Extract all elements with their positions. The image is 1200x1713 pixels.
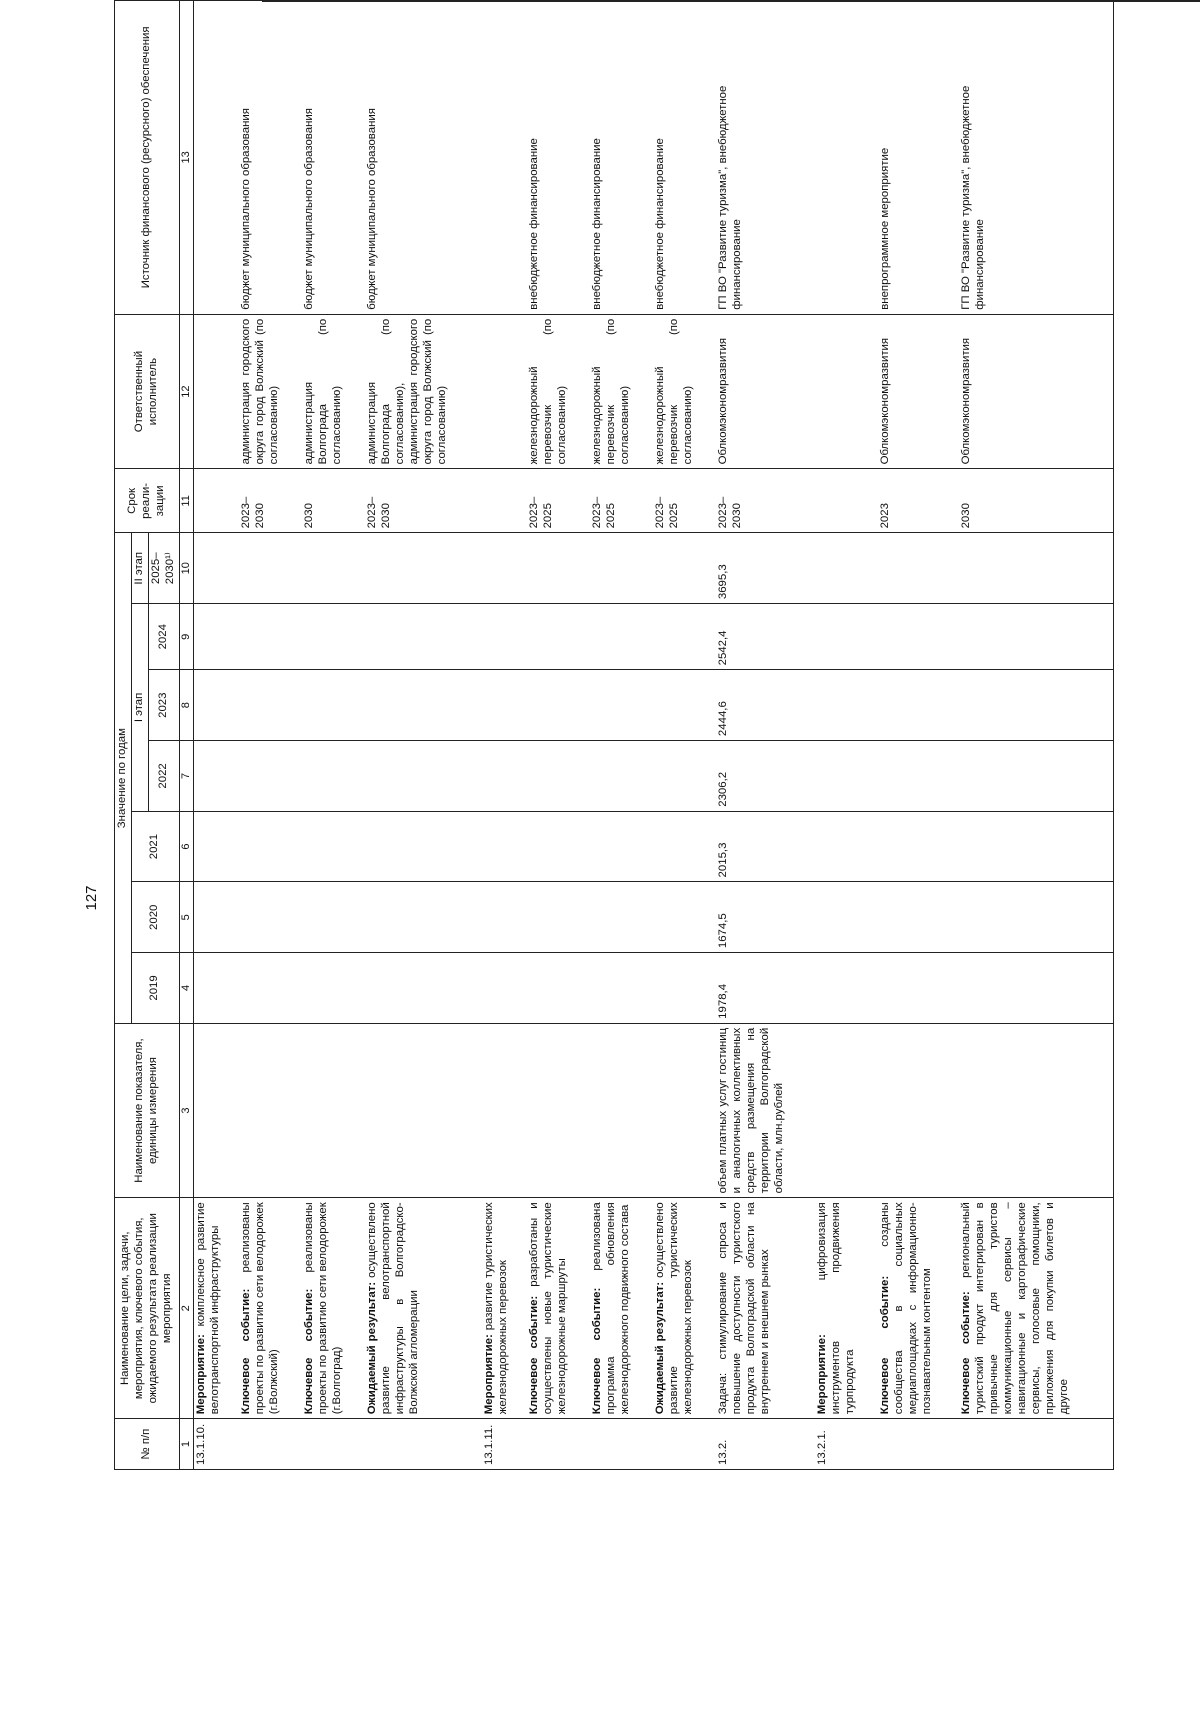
row-source <box>482 1 521 315</box>
column-number: 4 <box>179 953 193 1024</box>
row-source: бюджет муниципального образования <box>365 1 476 315</box>
row-text: реализованы проекты по развитию сети велодорожек (г.Волгоград) <box>303 1202 343 1415</box>
header-indicator: Наименование показателя, единицы измерения <box>115 1023 180 1198</box>
spacer-cell <box>1107 469 1114 533</box>
row-label: Ключевое событие: <box>240 1288 253 1415</box>
row-text: развитие туристических железнодорожных перевозок <box>483 1202 510 1415</box>
row-term: 2023–2025 <box>590 469 647 533</box>
value-2023 <box>194 670 234 741</box>
page-number: 127 <box>83 885 100 911</box>
value-2030 <box>527 533 584 604</box>
spacer-cell <box>1107 1419 1114 1470</box>
row-indicator <box>194 1023 234 1198</box>
row-text: созданы сообщества в социальных медиаплощадках с информационно-познавательным контентом <box>879 1202 933 1415</box>
row-name <box>365 1198 476 1419</box>
value-2022 <box>239 741 296 812</box>
row-indicator <box>878 1023 953 1198</box>
table-row <box>239 1 296 1470</box>
header-year-2021: 2021 <box>131 811 179 882</box>
row-indicator <box>482 1023 521 1198</box>
row-executor: железнодорожный перевозчик (по согласованию) <box>653 314 710 469</box>
value-2020 <box>590 882 647 953</box>
row-number <box>959 1419 1107 1470</box>
row-name <box>878 1198 953 1419</box>
value-2020 <box>302 882 359 953</box>
value-2019 <box>482 953 521 1024</box>
row-source: бюджет муниципального образования <box>302 1 359 315</box>
header-name: Наименование цели, задачи, мероприятия, ключевого события, ожидаемого результата реализации мероприятия <box>115 1198 180 1419</box>
row-name <box>527 1198 584 1419</box>
row-executor <box>815 314 872 469</box>
value-2024 <box>959 604 1107 670</box>
value-2019 <box>653 953 710 1024</box>
value-2020 <box>365 882 476 953</box>
column-number: 10 <box>179 533 193 604</box>
value-2019 <box>365 953 476 1024</box>
row-name <box>194 1198 234 1419</box>
column-number: 3 <box>179 1023 193 1198</box>
header-year-2019: 2019 <box>131 953 179 1024</box>
value-2024 <box>239 604 296 670</box>
value-2020 <box>653 882 710 953</box>
header-stage-2: II этап <box>131 533 148 604</box>
spacer-cell <box>1107 533 1114 604</box>
value-2023 <box>653 670 710 741</box>
row-number <box>239 1419 296 1470</box>
row-label: Ключевое событие: <box>960 1291 973 1415</box>
row-executor: Облкомэкономразвития <box>959 314 1107 469</box>
value-2019 <box>239 953 296 1024</box>
spacer-cell <box>1107 1 1114 315</box>
table-row <box>365 1 476 1470</box>
row-text: Задача: стимулирование спроса и повышение доступности туристского продукта Волгоградской области на внутреннем и внешнем рынках <box>717 1202 771 1415</box>
value-2020 <box>815 882 872 953</box>
row-text: региональный туристский продукт интегрирован в привычные для туристов коммуникационные сервисы – навигационные и картографические сервисы, голосовые помощники, приложения для покупки билетов и другое <box>960 1202 1070 1415</box>
table-row <box>878 1 953 1470</box>
row-source: внебюджетное финансирование <box>527 1 584 315</box>
value-2024 <box>653 604 710 670</box>
row-term: 2023 <box>878 469 953 533</box>
row-name <box>482 1198 521 1419</box>
row-source: внебюджетное финансирование <box>653 1 710 315</box>
column-number: 7 <box>179 741 193 812</box>
header-num: № п/п <box>115 1419 180 1470</box>
spacer-cell <box>1107 604 1114 670</box>
row-label: Ключевое событие: <box>303 1288 315 1415</box>
value-2020 <box>482 882 521 953</box>
column-number: 9 <box>179 604 193 670</box>
value-2022 <box>590 741 647 812</box>
row-executor <box>194 314 234 469</box>
value-2030 <box>959 533 1107 604</box>
value-2023 <box>815 670 872 741</box>
value-2030 <box>302 533 359 604</box>
header-year-2020: 2020 <box>131 882 179 953</box>
header-executor: Ответственный исполнитель <box>115 314 180 469</box>
value-2024: 2542,4 <box>716 604 809 670</box>
table-row <box>959 1 1107 1470</box>
row-source: ГП ВО "Развитие туризма", внебюджетное финансирование <box>959 1 1107 315</box>
row-executor: администрация Волгограда (по согласованию), администрация городского округа город Волжский (по согласованию) <box>365 314 476 469</box>
value-2023: 2444,6 <box>716 670 809 741</box>
row-executor: Облкомэкономразвития <box>716 314 809 469</box>
row-indicator <box>302 1023 359 1198</box>
value-2020: 1674,5 <box>716 882 809 953</box>
row-term: 2023–2030 <box>716 469 809 533</box>
row-name <box>653 1198 710 1419</box>
table-row <box>302 1 359 1470</box>
value-2019 <box>815 953 872 1024</box>
table-header <box>115 1 194 1470</box>
row-term <box>194 469 234 533</box>
row-source <box>194 1 234 315</box>
plan-table <box>114 0 1114 1470</box>
value-2022 <box>878 741 953 812</box>
column-number: 1 <box>179 1419 193 1470</box>
table-row <box>482 1 521 1470</box>
value-2030 <box>815 533 872 604</box>
value-2023 <box>482 670 521 741</box>
table-body <box>194 1 1114 1470</box>
row-label: Мероприятие: <box>816 1334 829 1415</box>
row-name <box>815 1198 872 1419</box>
row-spacer <box>1107 1 1114 1470</box>
value-2023 <box>878 670 953 741</box>
value-2022: 2306,2 <box>716 741 809 812</box>
row-source: бюджет муниципального образования <box>239 1 296 315</box>
value-2023 <box>527 670 584 741</box>
value-2021 <box>590 811 647 882</box>
row-name <box>590 1198 647 1419</box>
row-executor: администрация Волгограда (по согласованию) <box>302 314 359 469</box>
header-stage-1: I этап <box>131 604 148 812</box>
value-2030 <box>365 533 476 604</box>
row-name <box>302 1198 359 1419</box>
value-2020 <box>959 882 1107 953</box>
value-2021 <box>194 811 234 882</box>
table-row <box>716 1 809 1470</box>
row-indicator <box>959 1023 1107 1198</box>
row-term: 2023–2025 <box>653 469 710 533</box>
row-text: комплексное развитие велотранспортной инфраструктуры <box>195 1202 221 1415</box>
value-2024 <box>365 604 476 670</box>
row-executor <box>482 314 521 469</box>
value-2022 <box>482 741 521 812</box>
header-source: Источник финансового (ресурсного) обеспечения <box>115 1 180 315</box>
row-source: внебюджетное финансирование <box>590 1 647 315</box>
value-2023 <box>365 670 476 741</box>
row-source: ГП ВО "Развитие туризма", внебюджетное финансирование <box>716 1 809 315</box>
value-2022 <box>653 741 710 812</box>
spacer-cell <box>1107 882 1114 953</box>
spacer-cell <box>1107 1023 1114 1198</box>
value-2020 <box>239 882 296 953</box>
row-text: цифровизация инструментов продвижения турпродукта <box>816 1202 857 1415</box>
row-text: осуществлено развитие туристических железнодорожных перевозок <box>654 1202 694 1415</box>
value-2021 <box>959 811 1107 882</box>
rotated-page <box>114 0 1114 1470</box>
row-label: Ожидаемый результат: <box>365 1281 378 1415</box>
value-2023 <box>239 670 296 741</box>
row-text: осуществлено развитие велотранспортной инфраструктуры в Волгоградско-Волжской агломерации <box>365 1202 420 1415</box>
spacer-cell <box>1107 1198 1114 1419</box>
row-source: внепрограммное мероприятие <box>878 1 953 315</box>
value-2023 <box>590 670 647 741</box>
value-2022 <box>365 741 476 812</box>
row-indicator <box>815 1023 872 1198</box>
row-text: реализована программа обновления железнодорожного подвижного состава <box>591 1202 631 1415</box>
header-year-2022: 2022 <box>148 741 179 812</box>
table-row <box>527 1 584 1470</box>
row-number: 13.1.11. <box>482 1419 521 1470</box>
value-2021 <box>482 811 521 882</box>
row-indicator: объем платных услуг гостиниц и аналогичных коллективных средств размещения на территории Волгоградской области, млн.рублей <box>716 1023 809 1198</box>
value-2021 <box>239 811 296 882</box>
row-number <box>590 1419 647 1470</box>
row-text: реализованы проекты по развитию сети велодорожек (г.Волжский) <box>240 1202 280 1415</box>
column-number: 11 <box>179 469 193 533</box>
value-2022 <box>527 741 584 812</box>
value-2030 <box>590 533 647 604</box>
row-indicator <box>527 1023 584 1198</box>
value-2030 <box>239 533 296 604</box>
table-row <box>653 1 710 1470</box>
table-row <box>194 1 234 1470</box>
row-label: Мероприятие: <box>483 1334 496 1415</box>
value-2019 <box>878 953 953 1024</box>
row-executor: администрация городского округа город Волжский (по согласованию) <box>239 314 296 469</box>
value-2020 <box>194 882 234 953</box>
row-label: Ключевое событие: <box>528 1295 541 1415</box>
spacer-cell <box>1107 953 1114 1024</box>
value-2021 <box>527 811 584 882</box>
row-executor: Облкомэкономразвития <box>878 314 953 469</box>
row-name <box>959 1198 1107 1419</box>
row-term: 2030 <box>959 469 1107 533</box>
value-2021 <box>815 811 872 882</box>
table-row <box>815 1 872 1470</box>
column-number: 2 <box>179 1198 193 1419</box>
value-2019 <box>527 953 584 1024</box>
row-indicator <box>590 1023 647 1198</box>
value-2021 <box>302 811 359 882</box>
column-number: 5 <box>179 882 193 953</box>
row-number: 13.2. <box>716 1419 809 1470</box>
row-executor: железнодорожный перевозчик (по согласованию) <box>527 314 584 469</box>
row-indicator <box>239 1023 296 1198</box>
row-number <box>527 1419 584 1470</box>
value-2024 <box>815 604 872 670</box>
value-2021 <box>878 811 953 882</box>
row-number <box>365 1419 476 1470</box>
value-2024 <box>527 604 584 670</box>
value-2024 <box>194 604 234 670</box>
value-2030 <box>878 533 953 604</box>
row-text: разработаны и осуществлены новые туристические железнодорожные маршруты <box>528 1202 568 1415</box>
value-2022 <box>815 741 872 812</box>
header-year-2023: 2023 <box>148 670 179 741</box>
row-executor: железнодорожный перевозчик (по согласованию) <box>590 314 647 469</box>
value-2021 <box>653 811 710 882</box>
row-name <box>239 1198 296 1419</box>
value-2024 <box>878 604 953 670</box>
value-2019 <box>194 953 234 1024</box>
value-2022 <box>302 741 359 812</box>
row-term: 2023–2030 <box>365 469 476 533</box>
column-number: 12 <box>179 314 193 469</box>
value-2019 <box>302 953 359 1024</box>
value-2021 <box>365 811 476 882</box>
value-2024 <box>302 604 359 670</box>
row-name <box>716 1198 809 1419</box>
spacer-cell <box>1107 741 1114 812</box>
header-stage-2-years: 2025–2030¹⁾ <box>148 533 179 604</box>
value-2023 <box>302 670 359 741</box>
value-2030 <box>653 533 710 604</box>
row-label: Ожидаемый результат: <box>654 1281 667 1415</box>
spacer-cell <box>1107 314 1114 469</box>
value-2024 <box>590 604 647 670</box>
spacer-cell <box>1107 670 1114 741</box>
row-indicator <box>365 1023 476 1198</box>
value-2030 <box>194 533 234 604</box>
row-number <box>302 1419 359 1470</box>
value-2023 <box>959 670 1107 741</box>
row-number <box>653 1419 710 1470</box>
value-2020 <box>878 882 953 953</box>
row-number: 13.2.1. <box>815 1419 872 1470</box>
row-source <box>815 1 872 315</box>
spacer-cell <box>1107 811 1114 882</box>
row-term <box>815 469 872 533</box>
row-term: 2023–2025 <box>527 469 584 533</box>
header-term: Срок реали-зации <box>115 469 180 533</box>
row-label: Ключевое событие: <box>879 1275 892 1415</box>
value-2019 <box>590 953 647 1024</box>
column-number: 6 <box>179 811 193 882</box>
row-term: 2030 <box>302 469 359 533</box>
row-number <box>878 1419 953 1470</box>
row-label: Ключевое событие: <box>591 1287 604 1415</box>
column-numbers-row <box>179 1 193 1470</box>
value-2019: 1978,4 <box>716 953 809 1024</box>
value-2030: 3695,3 <box>716 533 809 604</box>
row-label: Мероприятие: <box>195 1334 208 1415</box>
value-2022 <box>194 741 234 812</box>
value-2020 <box>527 882 584 953</box>
row-number: 13.1.10. <box>194 1419 234 1470</box>
value-2024 <box>482 604 521 670</box>
value-2021: 2015,3 <box>716 811 809 882</box>
table-row <box>590 1 647 1470</box>
row-indicator <box>653 1023 710 1198</box>
value-2030 <box>482 533 521 604</box>
column-number: 13 <box>179 1 193 315</box>
value-2022 <box>959 741 1107 812</box>
column-number: 8 <box>179 670 193 741</box>
row-term <box>482 469 521 533</box>
value-2019 <box>959 953 1107 1024</box>
header-year-2024: 2024 <box>148 604 179 670</box>
header-values-group: Значение по годам <box>115 533 132 1023</box>
row-term: 2023–2030 <box>239 469 296 533</box>
